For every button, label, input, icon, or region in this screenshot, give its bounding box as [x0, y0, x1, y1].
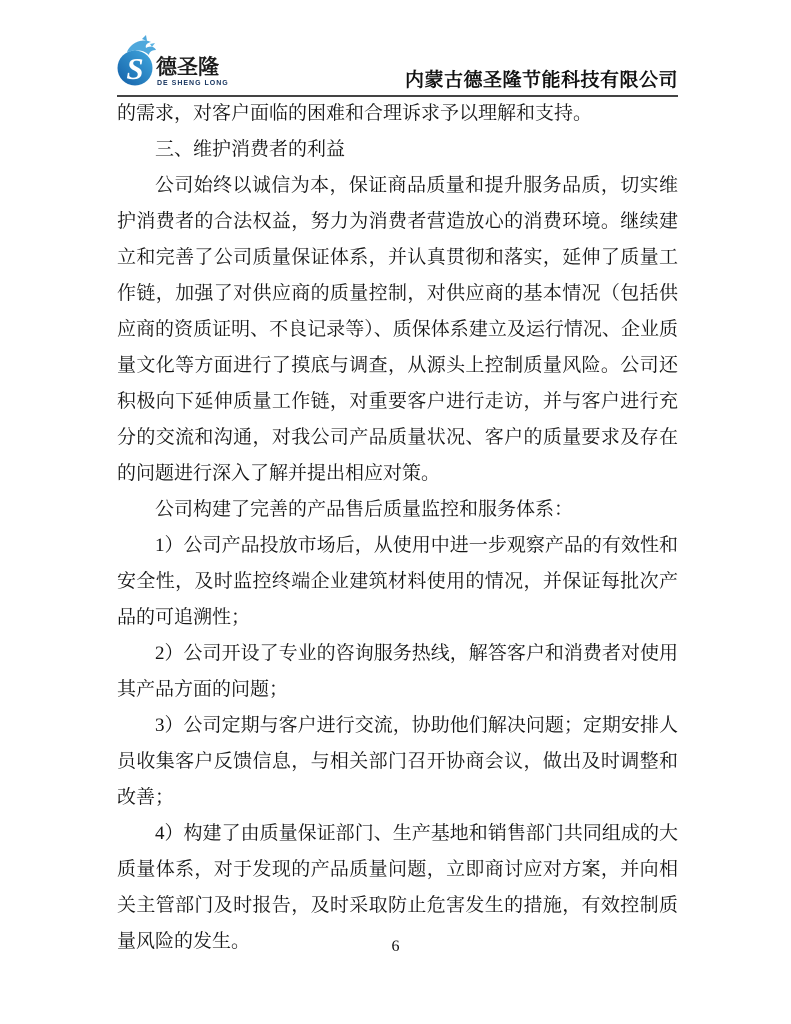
paragraph: 2）公司开设了专业的咨询服务热线，解答客户和消费者对使用其产品方面的问题；: [117, 643, 678, 700]
paragraph: 4）构建了由质量保证部门、生产基地和销售部门共同组成的大质量体系，对于发现的产品质量问题，立即商讨应对方案，并向相关主管部门及时报告，及时采取防止危害发生的措施，有效控制质量风险的发生。: [117, 823, 678, 952]
logo-name-cn: 德圣隆: [156, 56, 219, 79]
document-body: [117, 96, 678, 960]
logo-monogram: S: [126, 51, 144, 86]
paragraph: 公司始终以诚信为本，保证商品质量和提升服务品质，切实维护消费者的合法权益，努力为消费者营造放心的消费环境。继续建立和完善了公司质量保证体系，并认真贯彻和落实，延伸了质量工作链，加强了对供应商的质量控制，对供应商的基本情况（包括供应商的资质证明、不良记录等）、质保体系建立及运行情况、企业质量文化等方面进行了摸底与调查，从源头上控制质量风险。公司还积极向下延伸质量工作链，对重要客户进行走访，并与客户进行充分的交流和沟通，对我公司产品质量状况、客户的质量要求及存在的问题进行深入了解并提出相应对策。: [117, 175, 678, 484]
page-header: [117, 34, 678, 97]
logo-name-en: DE SHENG LONG: [157, 80, 229, 87]
paragraph: 1）公司产品投放市场后，从使用中进一步观察产品的有效性和安全性，及时监控终端企业建筑材料使用的情况，并保证每批次产品的可追溯性；: [117, 535, 678, 628]
paragraph: 的需求，对客户面临的困难和合理诉求予以理解和支持。: [117, 103, 593, 124]
header-company-name: 内蒙古德圣隆节能科技有限公司: [404, 70, 678, 91]
paragraph: 3）公司定期与客户进行交流，协助他们解决问题；定期安排人员收集客户反馈信息，与相关部门召开协商会议，做出及时调整和改善；: [117, 715, 678, 808]
page-number: 6: [391, 938, 400, 955]
section-heading: 三、维护消费者的利益: [155, 139, 346, 160]
paragraph: 公司构建了完善的产品售后质量监控和服务体系：: [155, 499, 574, 520]
dragon-s-emblem-icon: [118, 35, 157, 86]
company-logo: [117, 34, 247, 92]
